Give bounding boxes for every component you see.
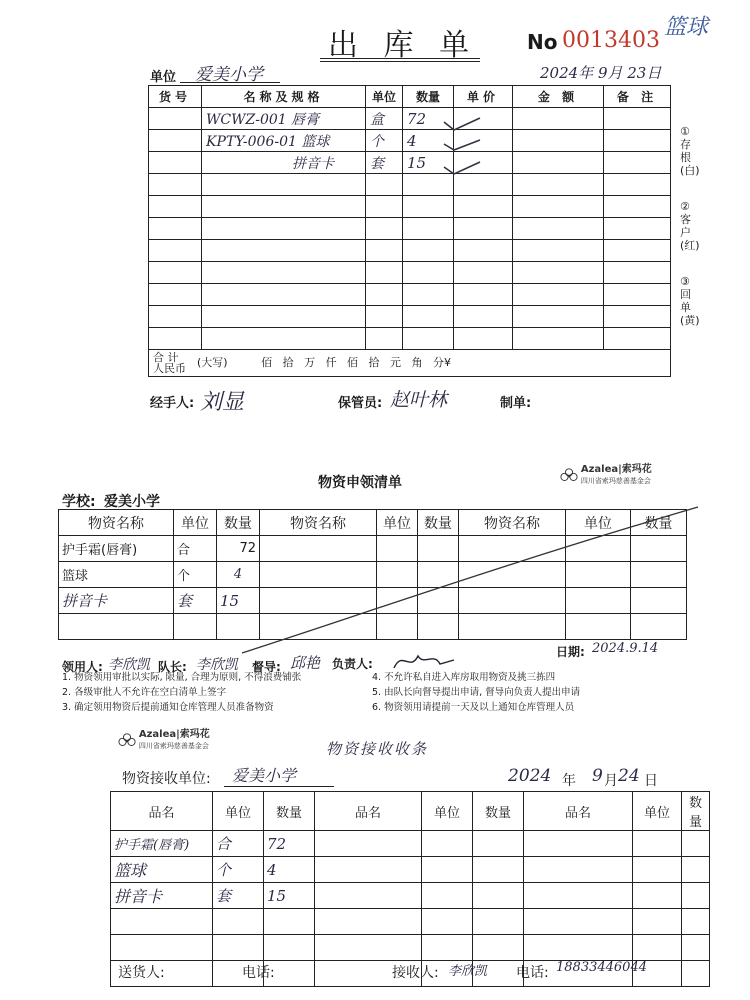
table-row bbox=[149, 174, 671, 196]
table-row bbox=[149, 240, 671, 262]
req-header-qty-2: 数量 bbox=[418, 510, 459, 536]
req-row3-unit: 套 bbox=[174, 588, 217, 614]
table-row bbox=[149, 306, 671, 328]
form1-date: 2024年 9月 23日 bbox=[540, 64, 662, 82]
row3-unit: 套 bbox=[366, 152, 403, 174]
req-header-unit-1: 单位 bbox=[174, 510, 217, 536]
form1-unit-line bbox=[180, 82, 280, 83]
form3-logo-sub: 四川省索玛慈善基金会 bbox=[138, 742, 209, 750]
table-row bbox=[111, 831, 710, 857]
rcpt-header-qty-2: 数量 bbox=[473, 792, 524, 831]
row2-code: KPTY-006-01 bbox=[206, 133, 297, 150]
table-row bbox=[111, 857, 710, 883]
header-price: 单价 bbox=[454, 86, 513, 108]
rcpt-row3-qty: 15 bbox=[264, 883, 315, 909]
rcpt-header-unit-3: 单位 bbox=[633, 792, 682, 831]
request-date-value: 2024.9.14 bbox=[592, 641, 659, 656]
side-note-3: ③回单(黄) bbox=[680, 275, 700, 327]
sender-label: 送货人: bbox=[118, 965, 165, 981]
receipt-header-row bbox=[111, 792, 710, 831]
receipt-date-month-label: 月 bbox=[604, 773, 618, 789]
req-row1-unit: 合 bbox=[174, 536, 217, 562]
rcpt-row2-qty: 4 bbox=[264, 857, 315, 883]
row3-qty: 15 bbox=[403, 152, 454, 174]
total-upper: (大写) bbox=[197, 356, 228, 369]
row1-qty: 72 bbox=[403, 108, 454, 130]
check-mark-icon bbox=[444, 162, 480, 174]
receipt-date-year: 2024 bbox=[508, 766, 552, 786]
form1-unit-label: 单位 bbox=[150, 70, 177, 85]
row2-unit: 个 bbox=[366, 130, 403, 152]
form2-logo-name: Azalea|索玛花 bbox=[580, 464, 652, 475]
rule-2: 2. 各级审批人不允许在空白清单上签字 bbox=[62, 687, 227, 698]
req-header-name-1: 物资名称 bbox=[59, 510, 174, 536]
header-unit: 单位 bbox=[366, 86, 403, 108]
table-row bbox=[111, 935, 710, 961]
header-name: 名称及规格 bbox=[202, 86, 366, 108]
rcpt-row3-unit: 套 bbox=[213, 883, 264, 909]
table-row bbox=[149, 196, 671, 218]
table-row bbox=[149, 152, 671, 174]
rule-3: 3. 确定领用物资后提前通知仓库管理人员准备物资 bbox=[62, 702, 274, 713]
form1-unit-value: 爱美小学 bbox=[195, 65, 263, 85]
receiver-phone-value: 18833446044 bbox=[556, 960, 647, 975]
check-mark-icon bbox=[444, 118, 480, 130]
req-header-qty-1: 数量 bbox=[217, 510, 260, 536]
total-label-1: 合 计 bbox=[153, 351, 179, 364]
row1-code: WCWZ-001 bbox=[206, 111, 287, 128]
receipt-date-day-label: 日 bbox=[644, 773, 658, 789]
table-row bbox=[149, 218, 671, 240]
rcpt-header-qty-1: 数量 bbox=[264, 792, 315, 831]
req-row2-name: 篮球 bbox=[59, 562, 174, 588]
rule-5: 5. 由队长向督导提出申请, 督导向负责人提出申请 bbox=[372, 687, 581, 698]
request-rules-left bbox=[62, 670, 301, 715]
row3-name: 拼音卡 bbox=[292, 155, 334, 172]
req-header-qty-3: 数量 bbox=[631, 510, 687, 536]
req-row3-name: 拼音卡 bbox=[59, 588, 174, 614]
rcpt-row1-unit: 合 bbox=[213, 831, 264, 857]
req-row2-qty: 4 bbox=[217, 562, 260, 588]
table-row bbox=[149, 130, 671, 152]
rcpt-row2-unit: 个 bbox=[213, 857, 264, 883]
row1-unit: 盒 bbox=[366, 108, 403, 130]
req-header-unit-3: 单位 bbox=[566, 510, 631, 536]
table-row bbox=[149, 262, 671, 284]
req-header-name-3: 物资名称 bbox=[459, 510, 566, 536]
azalea-flower-icon bbox=[118, 732, 136, 750]
rcpt-row3-name: 拼音卡 bbox=[111, 883, 213, 909]
form2-title: 物资申领清单 bbox=[318, 475, 402, 491]
rcpt-header-unit-1: 单位 bbox=[213, 792, 264, 831]
applicant-value: 李欣凯 bbox=[108, 657, 150, 673]
header-code: 货号 bbox=[149, 86, 202, 108]
receipt-date-month: 9 bbox=[592, 766, 603, 786]
header-remark: 备 注 bbox=[604, 86, 671, 108]
receipt-unit-label: 物资接收单位: bbox=[122, 771, 211, 787]
school-value: 爱美小学 bbox=[104, 494, 160, 510]
req-row1-qty: 72 bbox=[217, 536, 260, 562]
captain-value: 李欣凯 bbox=[196, 657, 238, 673]
rcpt-row1-name: 护手霜(唇膏) bbox=[111, 831, 213, 857]
form3-title: 物资接收收条 bbox=[326, 740, 429, 758]
rule-1: 1. 物资领用审批以实际, 限量, 合理为原则, 不得浪费铺张 bbox=[62, 672, 302, 683]
form1-no-value: 0013403 bbox=[562, 28, 660, 53]
receipt-unit-line bbox=[224, 786, 334, 787]
rcpt-header-name-3: 品名 bbox=[524, 792, 633, 831]
rcpt-row1-qty: 72 bbox=[264, 831, 315, 857]
rule-6: 6. 物资领用请提前一天及以上通知仓库管理人员 bbox=[372, 702, 575, 713]
form3-logo-name: Azalea|索玛花 bbox=[138, 729, 210, 740]
keeper-value: 赵叶林 bbox=[390, 389, 448, 411]
school-label: 学校: bbox=[62, 494, 96, 510]
row2-qty: 4 bbox=[403, 130, 454, 152]
header-amount: 金 额 bbox=[513, 86, 604, 108]
request-date-label: 日期: bbox=[556, 645, 585, 659]
keeper-label: 保管员: bbox=[338, 396, 383, 411]
captain-label: 队长: bbox=[158, 660, 187, 674]
supervisor-label: 督导: bbox=[252, 660, 281, 674]
form1-title: 出 库 单 bbox=[328, 28, 478, 63]
void-strike-line bbox=[240, 505, 700, 655]
rcpt-header-name-2: 品名 bbox=[315, 792, 422, 831]
table-row bbox=[149, 108, 671, 130]
stock-out-header-row bbox=[149, 86, 671, 108]
side-note-1: ①存根(白) bbox=[680, 125, 700, 177]
receipt-date-day: 24 bbox=[618, 766, 640, 786]
table-row bbox=[149, 284, 671, 306]
row1-name: 唇膏 bbox=[291, 111, 320, 128]
receiver-phone-label: 电话: bbox=[516, 965, 549, 981]
top-right-note: 篮球 bbox=[664, 15, 709, 40]
azalea-flower-icon bbox=[560, 467, 578, 485]
rcpt-header-name-1: 品名 bbox=[111, 792, 213, 831]
table-row bbox=[149, 328, 671, 350]
sender-phone-label: 电话: bbox=[242, 965, 275, 981]
table-row bbox=[111, 909, 710, 935]
maker-label: 制单: bbox=[500, 396, 532, 411]
handler-label: 经手人: bbox=[150, 396, 195, 411]
rcpt-row2-name: 篮球 bbox=[111, 857, 213, 883]
rcpt-header-unit-2: 单位 bbox=[422, 792, 473, 831]
request-rules-right bbox=[372, 670, 580, 715]
table-row bbox=[111, 883, 710, 909]
req-row3-qty: 15 bbox=[217, 588, 260, 614]
supervisor-value: 邱艳 bbox=[290, 654, 321, 672]
form1-no-label: No bbox=[527, 30, 558, 54]
side-note-2: ②客户(红) bbox=[680, 200, 700, 252]
req-row1-name: 护手霜(唇膏) bbox=[59, 536, 174, 562]
form1-title-underline bbox=[320, 58, 480, 62]
total-label-2: 人民币 bbox=[153, 362, 186, 375]
total-units: 佰 拾 万 仟 佰 拾 元 角 分¥ bbox=[261, 356, 452, 369]
row2-name: 篮球 bbox=[301, 133, 330, 150]
rcpt-header-qty-3: 数量 bbox=[682, 792, 710, 831]
applicant-label: 领用人: bbox=[62, 660, 103, 674]
receipt-unit-value: 爱美小学 bbox=[232, 766, 297, 785]
receiver-label: 接收人: bbox=[392, 965, 439, 981]
price-check-marks bbox=[440, 112, 500, 182]
receiver-value: 李欣凯 bbox=[448, 964, 488, 979]
req-row2-unit: 个 bbox=[174, 562, 217, 588]
total-row bbox=[149, 350, 671, 377]
check-mark-icon bbox=[444, 140, 480, 150]
rule-4: 4. 不允许私自进入库房取用物资及挑三拣四 bbox=[372, 672, 556, 683]
receipt-date-year-label: 年 bbox=[562, 773, 576, 789]
stock-out-table bbox=[148, 85, 671, 377]
form2-logo bbox=[560, 464, 652, 487]
req-header-name-2: 物资名称 bbox=[260, 510, 377, 536]
req-header-unit-2: 单位 bbox=[377, 510, 418, 536]
header-qty: 数量 bbox=[403, 86, 454, 108]
form3-logo bbox=[118, 729, 210, 752]
handler-value: 刘显 bbox=[200, 390, 245, 415]
form2-logo-sub: 四川省索玛慈善基金会 bbox=[580, 477, 651, 485]
receipt-table bbox=[110, 791, 710, 987]
manager-label: 负责人: bbox=[332, 657, 373, 671]
